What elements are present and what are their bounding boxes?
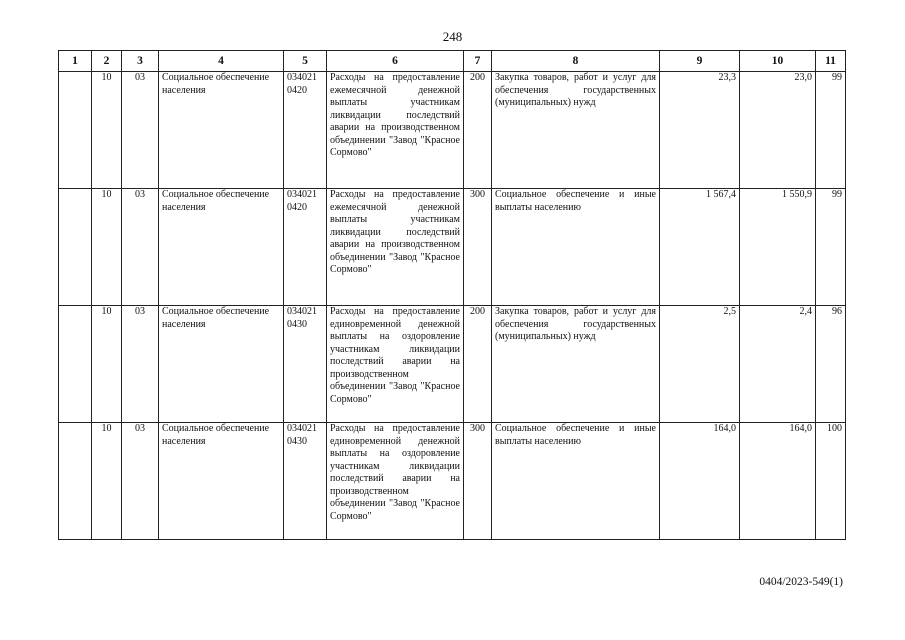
cell-planned-amount: 164,0 — [660, 423, 740, 540]
header-row — [59, 51, 846, 72]
budget-table — [58, 50, 846, 540]
cell-section: 10 — [92, 72, 122, 189]
cell-section: 10 — [92, 306, 122, 423]
cell-expense-type-name: Социальное обеспечение и иные выплаты населению — [492, 189, 660, 306]
cell-expense-description: Расходы на предоставление единовременной денежной выплаты на оздоровление участникам ликвидации последствий аварии на производственном объединении "Завод "Красное Сормово" — [327, 423, 464, 540]
table-row — [59, 189, 846, 306]
column-header: 1 — [59, 51, 92, 72]
table-row — [59, 423, 846, 540]
cell-actual-amount: 2,4 — [740, 306, 816, 423]
cell-section-name: Социальное обеспечение населения — [159, 423, 284, 540]
cell-subsection: 03 — [122, 306, 159, 423]
page-number: 248 — [442, 29, 463, 44]
cell-section-name: Социальное обеспечение населения — [159, 72, 284, 189]
cell-subsection: 03 — [122, 72, 159, 189]
cell-empty — [59, 306, 92, 423]
document-code: 0404/2023-549(1) — [759, 576, 843, 588]
cell-percent: 100 — [816, 423, 846, 540]
cell-expense-description: Расходы на предоставление ежемесячной денежной выплаты участникам ликвидации последствий аварии на производственном объединении "Завод "Красное Сормово" — [327, 72, 464, 189]
cell-expense-type-code: 200 — [464, 72, 492, 189]
column-header: 11 — [816, 51, 846, 72]
cell-subsection: 03 — [122, 189, 159, 306]
cell-percent: 96 — [816, 306, 846, 423]
column-header: 7 — [464, 51, 492, 72]
cell-expense-type-name: Закупка товаров, работ и услуг для обеспечения государственных (муниципальных) нужд — [492, 72, 660, 189]
cell-planned-amount: 1 567,4 — [660, 189, 740, 306]
cell-expense-type-code: 200 — [464, 306, 492, 423]
cell-target-code: 034021 0430 — [284, 306, 327, 423]
cell-target-code: 034021 0430 — [284, 423, 327, 540]
cell-target-code: 034021 0420 — [284, 72, 327, 189]
cell-section-name: Социальное обеспечение населения — [159, 306, 284, 423]
column-header: 10 — [740, 51, 816, 72]
cell-expense-description: Расходы на предоставление ежемесячной денежной выплаты участникам ликвидации последствий аварии на производственном объединении "Завод "Красное Сормово" — [327, 189, 464, 306]
column-header: 3 — [122, 51, 159, 72]
cell-actual-amount: 23,0 — [740, 72, 816, 189]
column-header: 2 — [92, 51, 122, 72]
cell-section-name: Социальное обеспечение населения — [159, 189, 284, 306]
cell-empty — [59, 72, 92, 189]
cell-percent: 99 — [816, 189, 846, 306]
table-row — [59, 72, 846, 189]
cell-empty — [59, 423, 92, 540]
cell-planned-amount: 2,5 — [660, 306, 740, 423]
column-header: 4 — [159, 51, 284, 72]
cell-actual-amount: 164,0 — [740, 423, 816, 540]
cell-target-code: 034021 0420 — [284, 189, 327, 306]
cell-expense-type-code: 300 — [464, 189, 492, 306]
cell-section: 10 — [92, 423, 122, 540]
table-row — [59, 306, 846, 423]
column-header: 5 — [284, 51, 327, 72]
cell-expense-description: Расходы на предоставление единовременной денежной выплаты на оздоровление участникам ликвидации последствий аварии на производственном объединении "Завод "Красное Сормово" — [327, 306, 464, 423]
cell-expense-type-code: 300 — [464, 423, 492, 540]
cell-actual-amount: 1 550,9 — [740, 189, 816, 306]
column-header: 8 — [492, 51, 660, 72]
column-header: 6 — [327, 51, 464, 72]
column-header: 9 — [660, 51, 740, 72]
cell-empty — [59, 189, 92, 306]
cell-expense-type-name: Социальное обеспечение и иные выплаты населению — [492, 423, 660, 540]
cell-percent: 99 — [816, 72, 846, 189]
cell-planned-amount: 23,3 — [660, 72, 740, 189]
cell-subsection: 03 — [122, 423, 159, 540]
cell-expense-type-name: Закупка товаров, работ и услуг для обеспечения государственных (муниципальных) нужд — [492, 306, 660, 423]
cell-section: 10 — [92, 189, 122, 306]
